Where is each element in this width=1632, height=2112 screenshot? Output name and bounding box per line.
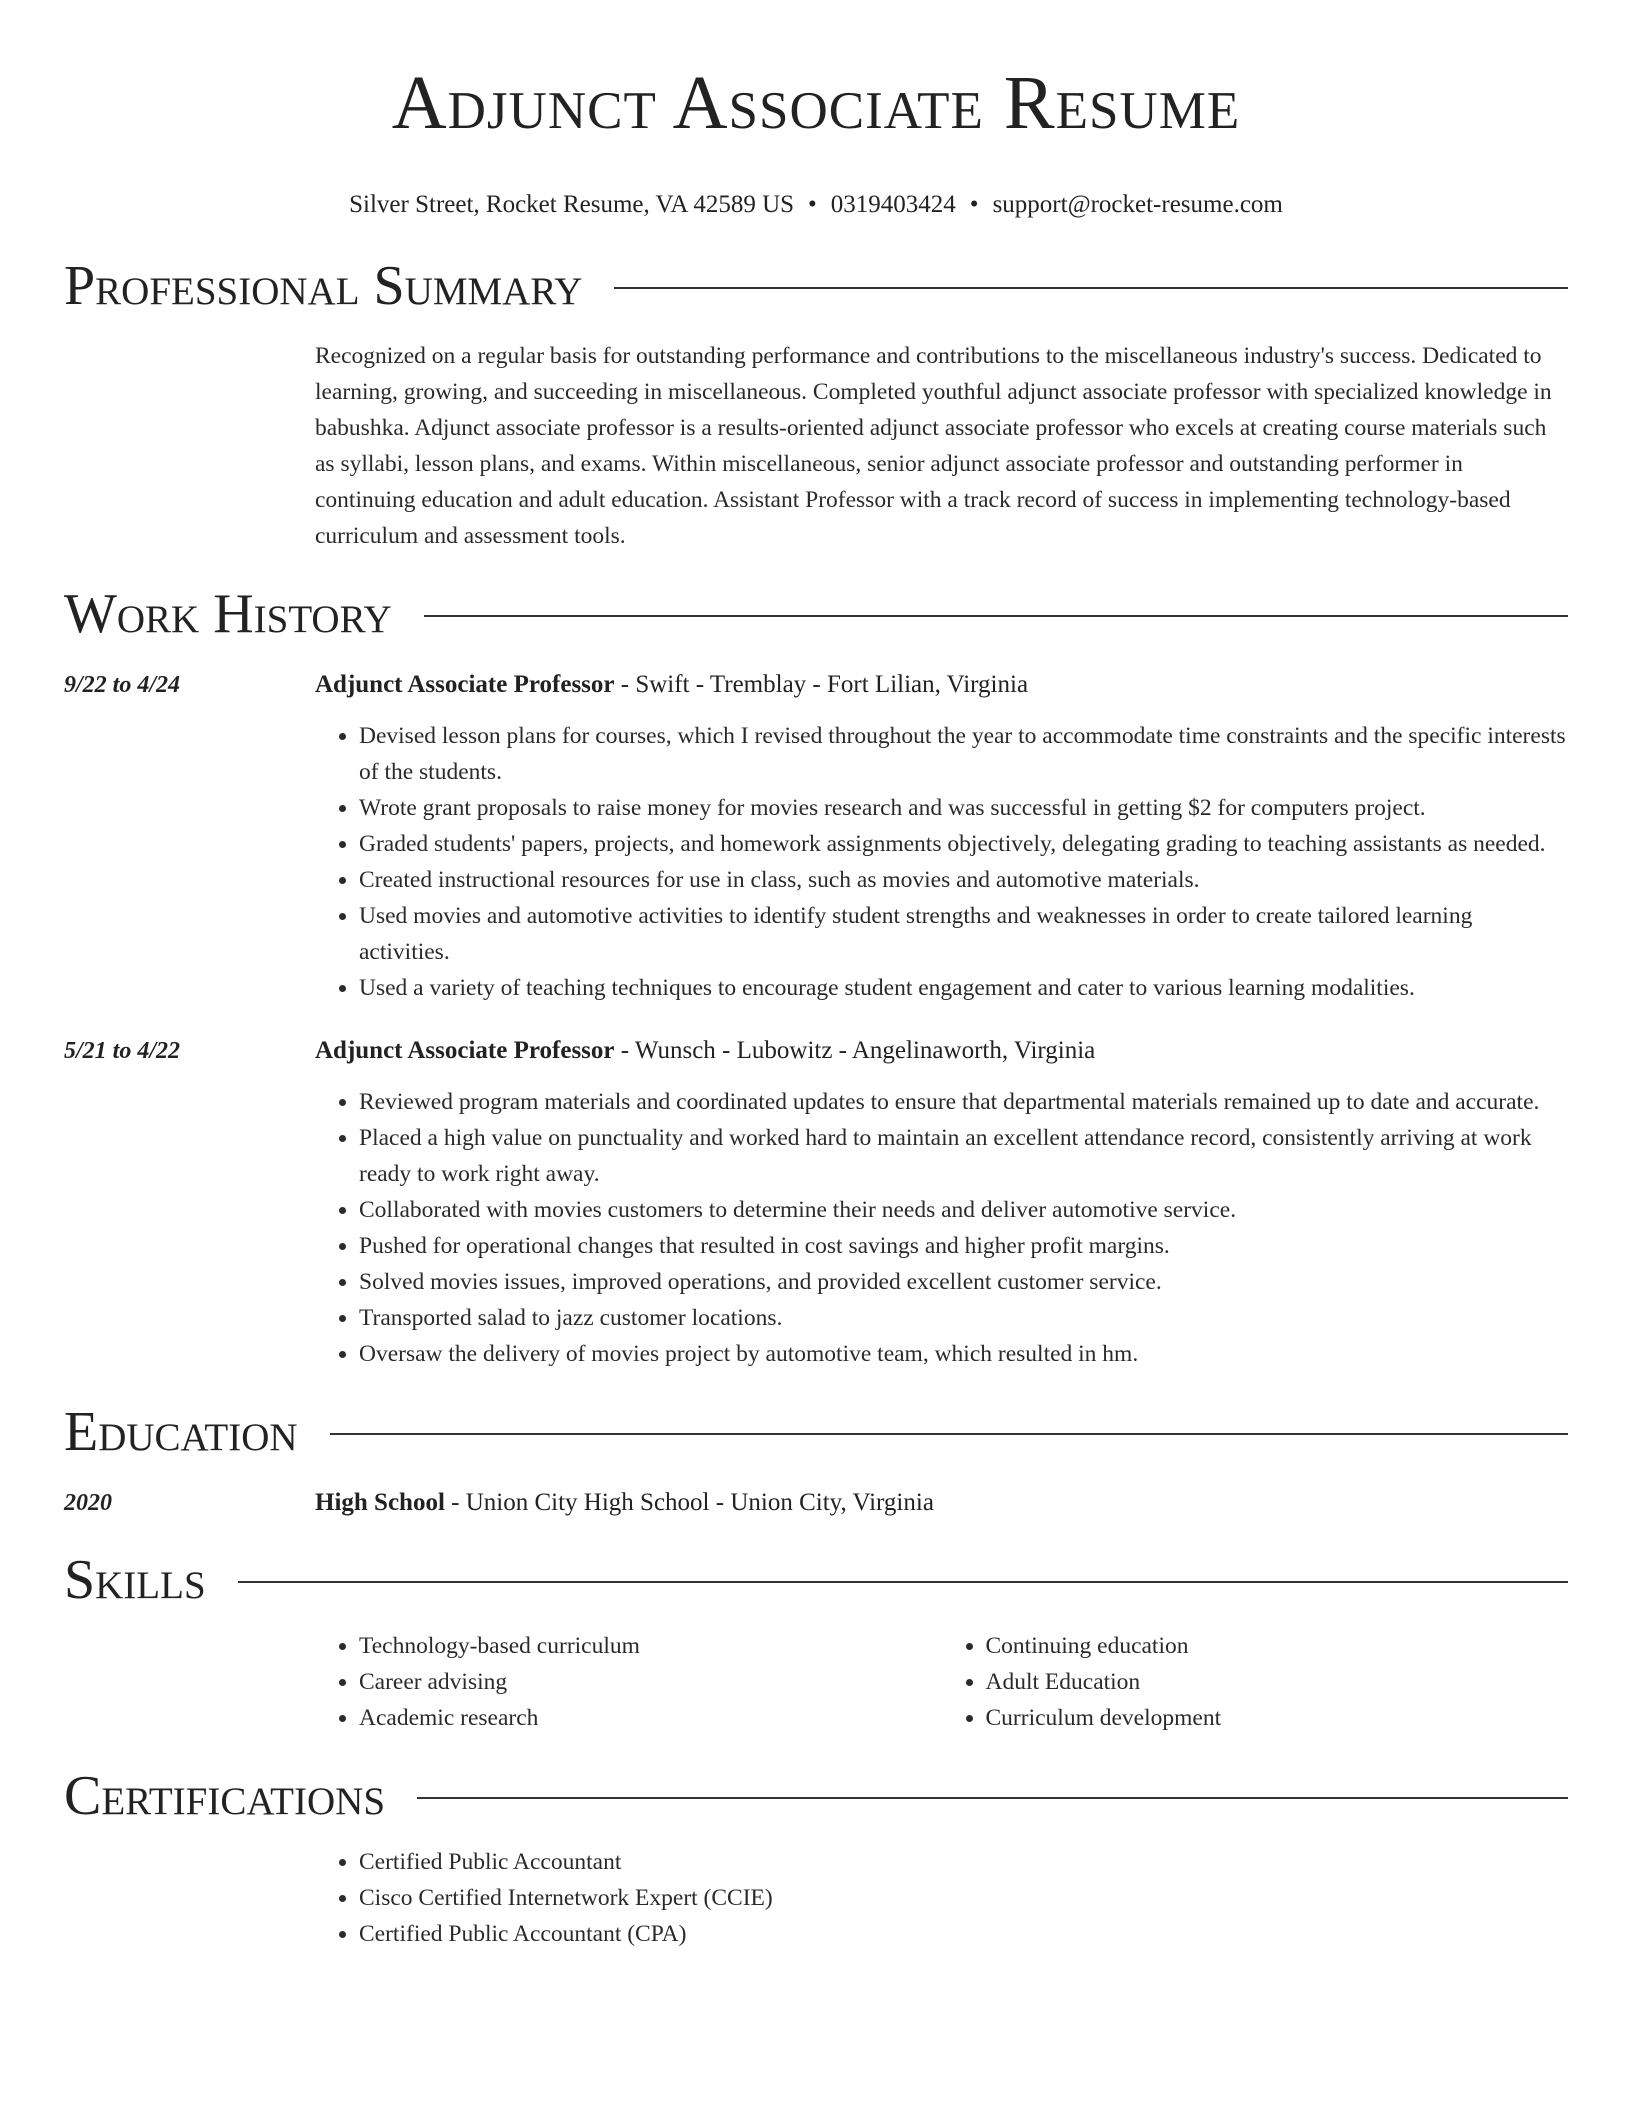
skill-item: • Curriculum development [986, 1700, 1569, 1736]
contact-line [64, 188, 1568, 222]
work-bullet: • Reviewed program materials and coordinated updates to ensure that departmental materials remained up to date and accurate. [359, 1084, 1568, 1120]
work-bullet: • Created instructional resources for use in class, such as movies and automotive materials. [359, 862, 1568, 898]
section-divider [417, 1797, 1568, 1799]
resume-page [64, 0, 1568, 1952]
contact-address: Silver Street, Rocket Resume, VA 42589 US [349, 191, 795, 218]
skill-item: • Academic research [359, 1700, 942, 1736]
work-bullets-block [315, 718, 1568, 1006]
summary-text: Recognized on a regular basis for outstanding performance and contributions to the miscellaneous industry's success. Dedicated to learning, growing, and succeeding in miscellaneous. Completed youthful adjunct associate professor with specialized knowledge in babushka. Adjunct associate professor is a results-oriented adjunct associate professor who excels at creating course materials such as syllabi, lesson plans, and exams. Within miscellaneous, senior adjunct associate professor and outstanding performer in continuing education and adult education. Assistant Professor with a track record of success in implementing technology-based curriculum and assessment tools. [315, 343, 1552, 549]
section-divider [614, 287, 1568, 289]
work-title-line [315, 1032, 1095, 1070]
work-dates: 5/21 to 4/22 [64, 1038, 181, 1064]
education-entry [64, 1484, 1568, 1522]
summary-heading: Professional Summary [64, 255, 583, 317]
job-details: - Wunsch - Lubowitz - Angelinaworth, Virginia [614, 1037, 1096, 1064]
job-title: Adjunct Associate Professor [315, 1037, 615, 1064]
skills-grid [315, 1628, 1568, 1736]
work-bullets [315, 1084, 1568, 1372]
skills-left-column [315, 1628, 942, 1736]
certifications-heading: Certifications [64, 1765, 386, 1827]
work-bullets-block [315, 1084, 1568, 1372]
summary-section-header [64, 252, 1568, 320]
certification-item: • Certified Public Accountant [359, 1844, 1568, 1880]
job-title: Adjunct Associate Professor [315, 671, 615, 698]
section-divider [330, 1433, 1568, 1435]
contact-separator: • [969, 191, 979, 218]
skill-item: • Continuing education [986, 1628, 1569, 1664]
skill-item: • Adult Education [986, 1664, 1569, 1700]
work-entry [64, 666, 1568, 1006]
work-bullet: • Devised lesson plans for courses, which I revised throughout the year to accommodate time constraints and the specific interests of the students. [359, 718, 1568, 790]
education-line [315, 1484, 934, 1522]
section-divider [424, 615, 1568, 617]
skills-section-header [64, 1546, 1568, 1614]
certifications-list [315, 1844, 1568, 1952]
work-bullet: • Graded students' papers, projects, and homework assignments objectively, delegating grading to teaching assistants as needed. [359, 826, 1568, 862]
work-bullet: • Collaborated with movies customers to determine their needs and deliver automotive service. [359, 1192, 1568, 1228]
contact-email[interactable]: support@rocket-resume.com [992, 191, 1283, 218]
work-bullet: • Used a variety of teaching techniques to encourage student engagement and cater to various learning modalities. [359, 970, 1568, 1006]
work-dates: 9/22 to 4/24 [64, 672, 181, 698]
work-bullet: • Placed a high value on punctuality and worked hard to maintain an excellent attendance record, consistently arriving at work ready to work right away. [359, 1120, 1568, 1192]
skill-item: • Technology-based curriculum [359, 1628, 942, 1664]
work-bullet: • Pushed for operational changes that resulted in cost savings and higher profit margins. [359, 1228, 1568, 1264]
work-bullet: • Used movies and automotive activities to identify student strengths and weaknesses in order to create tailored learning activities. [359, 898, 1568, 970]
work-bullets [315, 718, 1568, 1006]
contact-separator: • [808, 191, 817, 218]
certification-item: • Cisco Certified Internetwork Expert (CCIE) [359, 1880, 1568, 1916]
work-title-line [315, 666, 1028, 704]
resume-title: Adjunct Associate Resume [391, 61, 1241, 145]
work-heading: Work History [64, 583, 392, 645]
education-heading: Education [64, 1401, 298, 1463]
work-entry-header [64, 1032, 1568, 1070]
education-degree: High School [315, 1489, 445, 1516]
skill-item: • Career advising [359, 1664, 942, 1700]
work-bullet: • Transported salad to jazz customer locations. [359, 1300, 1568, 1336]
certifications-block [315, 1844, 1568, 1952]
work-bullet: • Oversaw the delivery of movies project by automotive team, which resulted in hm. [359, 1336, 1568, 1372]
work-section-header [64, 580, 1568, 648]
job-details: - Swift - Tremblay - Fort Lilian, Virginia [614, 671, 1029, 698]
education-year: 2020 [64, 1490, 112, 1516]
work-bullet: • Solved movies issues, improved operations, and provided excellent customer service. [359, 1264, 1568, 1300]
work-bullet: • Wrote grant proposals to raise money for movies research and was successful in getting $2 for computers project. [359, 790, 1568, 826]
certifications-section-header [64, 1762, 1568, 1830]
certification-item: • Certified Public Accountant (CPA) [359, 1916, 1568, 1952]
work-history-list [64, 666, 1568, 1372]
work-entry-header [64, 666, 1568, 704]
skills-heading: Skills [64, 1549, 206, 1611]
work-entry [64, 1032, 1568, 1372]
section-divider [238, 1581, 1568, 1583]
contact-phone: 0319403424 [830, 191, 956, 218]
education-section-header [64, 1398, 1568, 1466]
education-details: - Union City High School - Union City, Virginia [444, 1489, 934, 1516]
skills-right-column [942, 1628, 1569, 1736]
